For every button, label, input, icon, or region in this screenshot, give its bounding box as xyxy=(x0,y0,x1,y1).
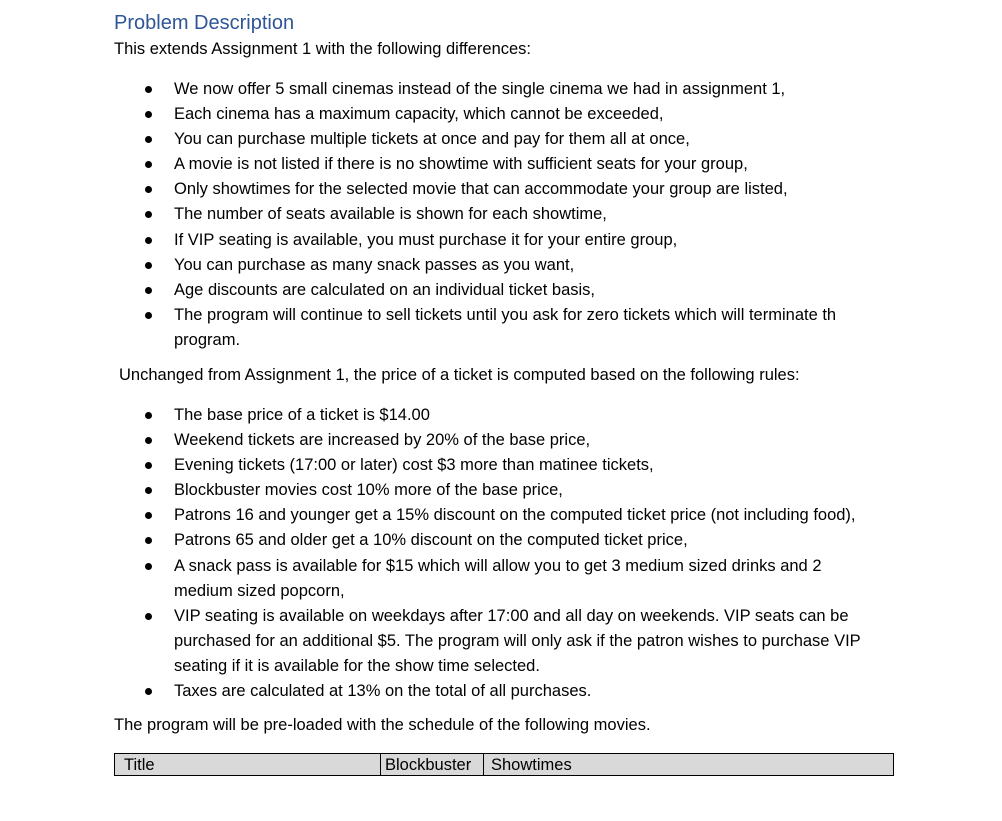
bullet-icon xyxy=(145,186,152,193)
list-item-text: Weekend tickets are increased by 20% of the base price, xyxy=(174,431,591,450)
differences-list xyxy=(140,77,900,353)
list-item xyxy=(140,604,884,679)
list-item-text: You can purchase multiple tickets at once and pay for them all at once, xyxy=(174,130,690,149)
list-item-text: Each cinema has a maximum capacity, which cannot be exceeded, xyxy=(174,105,664,124)
list-item xyxy=(140,554,854,604)
list-item-text: The program will continue to sell tickets until you ask for zero tickets which will terminate th program. xyxy=(174,305,837,349)
list-item-text: You can purchase as many snack passes as you want, xyxy=(174,255,575,274)
list-item xyxy=(140,202,900,227)
bullet-icon xyxy=(145,688,152,695)
list-item-text: VIP seating is available on weekdays after 17:00 and all day on weekends. VIP seats can be purchased for an additional $5. The program will only ask if the patron wishes to purchase VIP seating if it is available for the show time selected. xyxy=(174,606,861,675)
list-item xyxy=(140,453,900,478)
bullet-icon xyxy=(145,111,152,118)
list-item-text: Only showtimes for the selected movie that can accommodate your group are listed, xyxy=(174,180,788,199)
bullet-icon xyxy=(145,86,152,93)
list-item-text: A snack pass is available for $15 which will allow you to get 3 medium sized drinks and 2 medium sized popcorn, xyxy=(174,556,822,600)
intro-paragraph: This extends Assignment 1 with the following differences: xyxy=(114,40,532,58)
list-item-text: The base price of a ticket is $14.00 xyxy=(174,406,430,424)
schedule-intro-paragraph: The program will be pre-loaded with the schedule of the following movies. xyxy=(114,716,651,734)
list-item-text: We now offer 5 small cinemas instead of the single cinema we had in assignment 1, xyxy=(174,80,786,98)
rules-list xyxy=(140,403,900,704)
list-item-text: Patrons 65 and older get a 10% discount on the computed ticket price, xyxy=(174,531,688,550)
column-header-title: Title xyxy=(115,754,381,775)
bullet-icon xyxy=(145,211,152,218)
list-item xyxy=(140,478,900,503)
list-item xyxy=(140,679,900,704)
list-item xyxy=(140,127,900,152)
list-item xyxy=(140,77,900,102)
list-item xyxy=(140,303,874,353)
bullet-icon xyxy=(145,312,152,319)
list-item xyxy=(140,177,900,202)
bullet-icon xyxy=(145,237,152,244)
list-item-text: If VIP seating is available, you must purchase it for your entire group, xyxy=(174,230,678,249)
bullet-icon xyxy=(145,537,152,544)
list-item xyxy=(140,528,900,553)
bullet-icon xyxy=(145,613,152,620)
list-item-text: The number of seats available is shown for each showtime, xyxy=(174,205,607,224)
list-item-text: Taxes are calculated at 13% on the total of all purchases. xyxy=(174,682,592,701)
list-item-text: Age discounts are calculated on an individual ticket basis, xyxy=(174,280,595,299)
bullet-icon xyxy=(145,262,152,269)
bullet-icon xyxy=(145,136,152,143)
list-item-text: Evening tickets (17:00 or later) cost $3 more than matinee tickets, xyxy=(174,456,654,475)
list-item xyxy=(140,253,900,278)
list-item xyxy=(140,403,900,428)
list-item-text: Blockbuster movies cost 10% more of the base price, xyxy=(174,481,563,500)
bullet-icon xyxy=(145,161,152,168)
bullet-icon xyxy=(145,412,152,419)
list-item xyxy=(140,428,900,453)
column-header-showtimes: Showtimes xyxy=(491,756,572,774)
page-title: Problem Description xyxy=(114,12,295,34)
bullet-icon xyxy=(145,462,152,469)
bullet-icon xyxy=(145,287,152,294)
bullet-icon xyxy=(145,563,152,570)
column-header-blockbuster: Blockbuster xyxy=(381,754,484,775)
bullet-icon xyxy=(145,512,152,519)
bullet-icon xyxy=(145,487,152,494)
list-item-text: Patrons 16 and younger get a 15% discount on the computed ticket price (not including food), xyxy=(174,506,856,525)
list-item xyxy=(140,503,900,528)
bullet-icon xyxy=(145,437,152,444)
list-item xyxy=(140,102,900,127)
schedule-table-header xyxy=(114,753,894,776)
list-item xyxy=(140,278,900,303)
list-item-text: A movie is not listed if there is no showtime with sufficient seats for your group, xyxy=(174,155,748,174)
rules-intro-paragraph: Unchanged from Assignment 1, the price of a ticket is computed based on the following rules: xyxy=(119,366,800,384)
list-item xyxy=(140,152,900,177)
list-item xyxy=(140,228,900,253)
